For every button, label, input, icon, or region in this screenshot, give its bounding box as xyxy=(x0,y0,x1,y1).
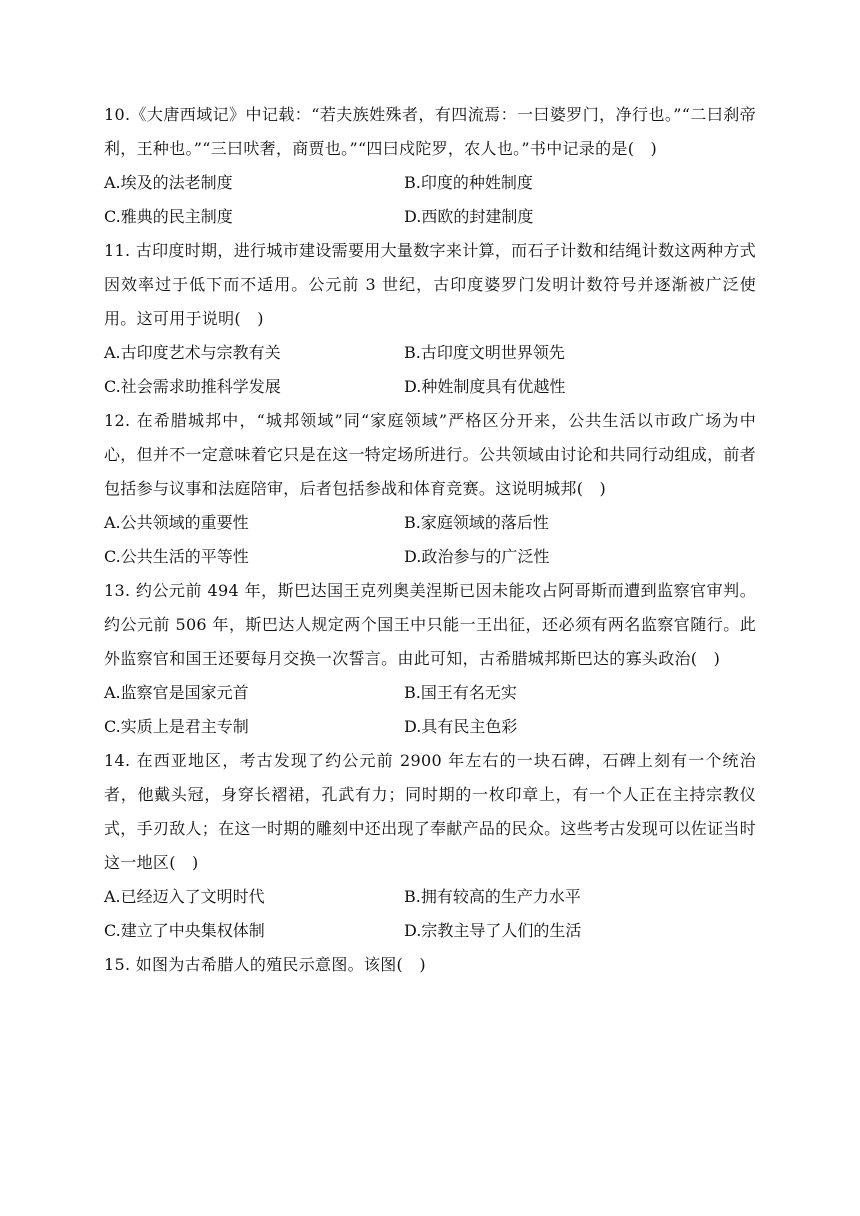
option-d: D.种姓制度具有优越性 xyxy=(404,377,566,396)
question-13 xyxy=(104,574,756,744)
question-12 xyxy=(104,404,756,574)
option-c: C.社会需求助推科学发展 xyxy=(104,377,281,396)
option-grid xyxy=(104,676,756,744)
question-10 xyxy=(104,98,756,234)
option-c: C.建立了中央集权体制 xyxy=(104,921,265,940)
option-c: C.公共生活的平等性 xyxy=(104,547,249,566)
option-grid xyxy=(104,880,756,948)
question-list xyxy=(104,98,756,982)
question-stem: 14. 在西亚地区，考古发现了约公元前 2900 年左右的一块石碑，石碑上刻有一个统治者，他戴头冠，身穿长褶裙，孔武有力；同时期的一枚印章上，有一个人正在主持宗教仪式，手刃敌人；在这一时期的雕刻中还出现了奉献产品的民众。这些考古发现可以佐证当时这一地区( ) xyxy=(104,751,757,872)
question-stem: 11. 古印度时期，进行城市建设需要用大量数字来计算，而石子计数和结绳计数这两种方式因效率过于低下而不适用。公元前 3 世纪，古印度婆罗门发明计数符号并逐渐被广泛使用。这可用于说明( ) xyxy=(104,241,756,328)
option-a: A.监察官是国家元首 xyxy=(104,683,249,702)
option-b: B.印度的种姓制度 xyxy=(404,173,533,192)
option-a: A.古印度艺术与宗教有关 xyxy=(104,343,281,362)
option-a: A.公共领域的重要性 xyxy=(104,513,249,532)
option-grid xyxy=(104,336,756,404)
option-b: B.家庭领域的落后性 xyxy=(404,513,549,532)
question-15 xyxy=(104,948,756,982)
question-14 xyxy=(104,744,756,948)
option-b: B.拥有较高的生产力水平 xyxy=(404,887,581,906)
question-stem: 10.《大唐西域记》中记载：“若夫族姓殊者，有四流焉：一曰婆罗门，净行也。”“二曰刹帝利，王种也。”“三曰吠奢，商贾也。”“四曰戍陀罗，农人也。”书中记录的是( ) xyxy=(104,105,756,158)
option-b: B.国王有名无实 xyxy=(404,683,517,702)
option-c: C.雅典的民主制度 xyxy=(104,207,233,226)
question-11 xyxy=(104,234,756,404)
option-a: A.已经迈入了文明时代 xyxy=(104,887,265,906)
question-stem: 15. 如图为古希腊人的殖民示意图。该图( ) xyxy=(104,955,426,974)
option-d: D.政治参与的广泛性 xyxy=(404,547,550,566)
option-grid xyxy=(104,166,756,234)
option-a: A.埃及的法老制度 xyxy=(104,173,233,192)
option-d: D.西欧的封建制度 xyxy=(404,207,534,226)
question-stem: 12. 在希腊城邦中，“城邦领域”同“家庭领域”严格区分开来，公共生活以市政广场为中心，但并不一定意味着它只是在这一特定场所进行。公共领域由讨论和共同行动组成，前者包括参与议事和法庭陪审，后者包括参战和体育竞赛。这说明城邦( ) xyxy=(104,411,757,498)
option-grid xyxy=(104,506,756,574)
option-d: D.具有民主色彩 xyxy=(404,717,518,736)
question-stem: 13. 约公元前 494 年，斯巴达国王克列奥美涅斯已因未能攻占阿哥斯而遭到监察官审判。约公元前 506 年，斯巴达人规定两个国王中只能一王出征，还必须有两名监察官随行。此外监察官和国王还要每月交换一次誓言。由此可知，古希腊城邦斯巴达的寡头政治( ) xyxy=(104,581,756,668)
option-c: C.实质上是君主专制 xyxy=(104,717,249,736)
option-b: B.古印度文明世界领先 xyxy=(404,343,565,362)
option-d: D.宗教主导了人们的生活 xyxy=(404,921,582,940)
